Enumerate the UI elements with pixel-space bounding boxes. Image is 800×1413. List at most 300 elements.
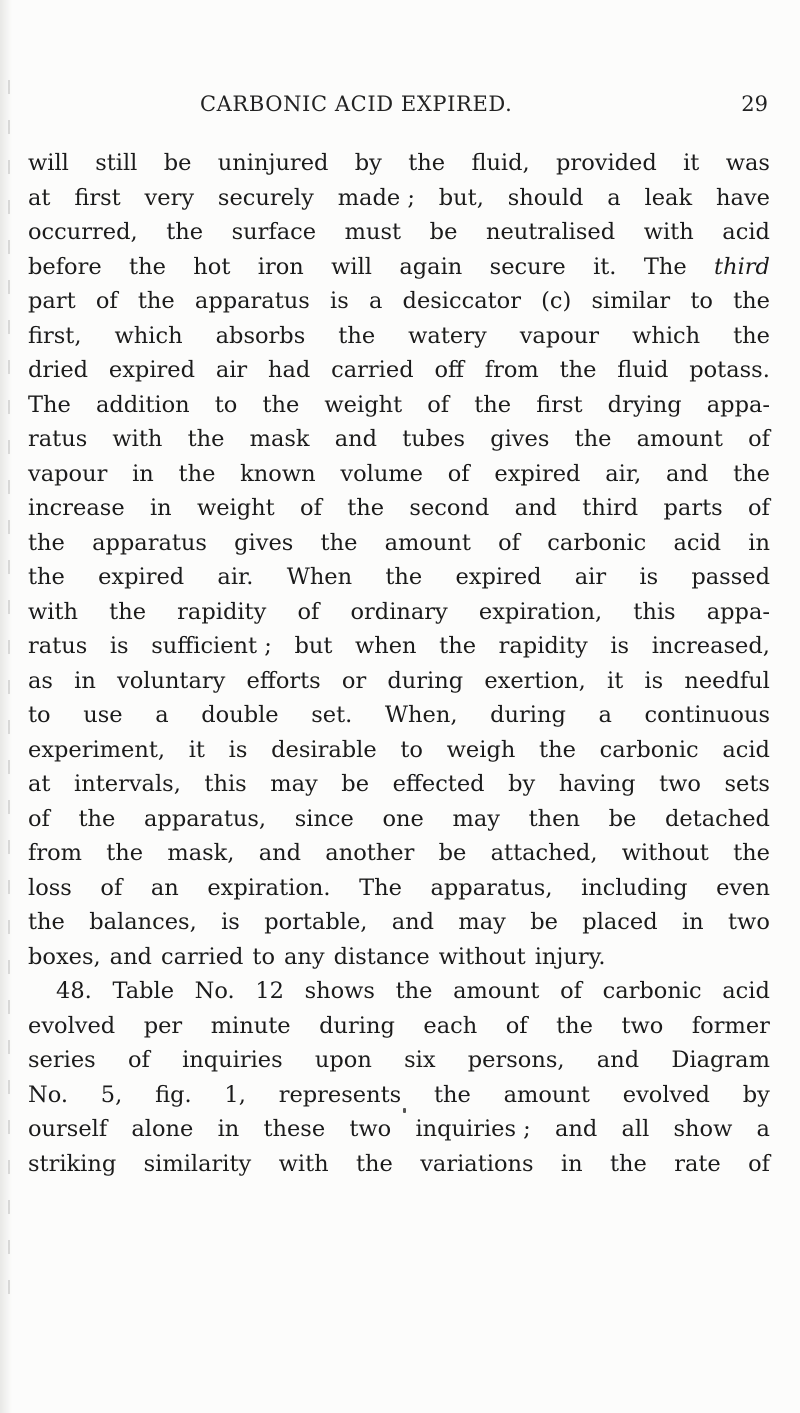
word: exertion, (484, 667, 586, 694)
word: of (297, 598, 320, 625)
word: and (258, 840, 302, 866)
word: six (404, 1047, 436, 1073)
word: off (434, 357, 464, 383)
word: it. (593, 253, 617, 280)
word: drying (607, 391, 682, 418)
text-line (28, 353, 770, 388)
word: of (505, 1012, 528, 1039)
text-line (28, 250, 770, 285)
word: appa- (706, 391, 770, 418)
body-text (28, 146, 770, 1181)
word: was (725, 150, 770, 176)
word: ratus (28, 426, 88, 452)
word: the (556, 1012, 593, 1039)
text-line (28, 1112, 770, 1147)
word: the (355, 1150, 393, 1177)
word: The (359, 874, 402, 901)
word: one (382, 805, 424, 832)
word: the (28, 564, 65, 590)
word: weight (324, 391, 403, 418)
word: to (252, 943, 276, 970)
word: carbonic (547, 529, 647, 556)
word: detached (664, 805, 770, 832)
word: the (166, 219, 204, 245)
word: acid (722, 736, 770, 763)
word: expired (98, 564, 185, 590)
word: to (400, 736, 423, 763)
word: of (427, 391, 450, 418)
word: dried (28, 357, 89, 383)
word: a (155, 702, 169, 728)
word: desirable (271, 736, 377, 763)
word: second (409, 495, 490, 521)
word: vapour (519, 322, 600, 349)
word: when (354, 633, 417, 659)
word: in (132, 460, 154, 487)
word: similar (591, 288, 671, 314)
word: When (286, 564, 353, 590)
word: sets (724, 771, 770, 797)
word: an (150, 874, 179, 901)
word: and (109, 943, 152, 970)
word: be (438, 840, 467, 866)
word: expired (494, 460, 581, 487)
word: potass. (689, 357, 770, 383)
word: the (109, 598, 147, 625)
word: needful (684, 667, 770, 694)
word: without (438, 943, 526, 970)
word: loss (28, 874, 72, 901)
word: fluid (617, 357, 669, 383)
word: very (144, 184, 195, 211)
word: carried (160, 943, 244, 970)
word: the (408, 150, 446, 176)
word: is (221, 909, 240, 935)
word: is (610, 633, 630, 659)
word: the (320, 529, 358, 556)
word: efforts (246, 667, 321, 694)
word: of (447, 460, 470, 487)
word: 12 (255, 978, 284, 1004)
word: be (530, 909, 558, 935)
word: the (395, 978, 433, 1004)
word: it (607, 667, 624, 694)
word: represents (278, 1081, 402, 1108)
word: mask, (167, 840, 235, 866)
word: which (114, 322, 183, 349)
text-line (28, 1009, 770, 1044)
word: of (100, 874, 123, 901)
word: increased, (651, 633, 770, 659)
word: as (28, 667, 53, 694)
word: any (284, 943, 325, 970)
word: the (28, 529, 65, 556)
text-line (28, 767, 770, 802)
word: the (439, 633, 477, 659)
word: The (28, 391, 71, 418)
running-title: CARBONIC ACID EXPIRED. (200, 92, 513, 116)
word: of (95, 288, 118, 314)
word: the (433, 1081, 471, 1108)
word: appa- (706, 598, 770, 625)
word: then (528, 805, 580, 832)
word: continuous (644, 702, 770, 728)
word: persons, (467, 1047, 565, 1073)
text-line (28, 284, 770, 319)
word: minute (210, 1012, 291, 1039)
word: and (554, 1116, 598, 1142)
word: which (632, 322, 701, 349)
word: a (598, 702, 612, 728)
word: mask (249, 426, 310, 452)
word: surface (231, 219, 317, 245)
word: apparatus (92, 529, 207, 556)
word: sufficient ; (151, 633, 272, 659)
word: the (733, 460, 770, 487)
word: addition (95, 391, 190, 418)
word: (c) (541, 288, 572, 314)
word: variations (420, 1150, 534, 1177)
word: watery (408, 322, 487, 349)
word: is (330, 288, 349, 314)
word: the (559, 357, 597, 383)
running-header (28, 92, 770, 122)
word: placed (582, 909, 658, 935)
word: effected (392, 771, 485, 797)
word: two (349, 1116, 392, 1142)
word: but (294, 633, 333, 659)
word: rate (674, 1150, 721, 1177)
word: apparatus, (144, 805, 267, 832)
word: air, (605, 460, 642, 487)
word: use (83, 702, 123, 728)
text-line (28, 595, 770, 630)
word: balances, (89, 909, 197, 935)
word: the (574, 426, 612, 452)
word: in (681, 909, 704, 935)
word: occurred, (28, 219, 138, 245)
word: inquiries ; (415, 1116, 531, 1142)
word: during (319, 1012, 395, 1039)
word: provided (556, 150, 657, 176)
word: of (498, 529, 521, 556)
text-line (28, 698, 770, 733)
word: 48. (56, 978, 92, 1004)
word: is (639, 564, 659, 590)
word: uninjured (217, 150, 329, 176)
word: be (429, 219, 458, 245)
word: Table (112, 978, 175, 1004)
word: parts (663, 495, 723, 521)
word: this (204, 771, 247, 797)
text-line (28, 181, 770, 216)
word: gives (490, 426, 550, 452)
word: the (733, 840, 770, 866)
word: the (106, 840, 144, 866)
word: securely (217, 184, 314, 211)
word: and (514, 495, 557, 521)
word: since (294, 805, 354, 832)
word: acid (722, 219, 770, 245)
word: with (643, 219, 694, 245)
word: is (228, 736, 248, 763)
word: with (112, 426, 163, 452)
word: all (621, 1116, 650, 1142)
word: from (484, 357, 539, 383)
word: weight (196, 495, 275, 521)
word: tubes (402, 426, 466, 452)
word: but, (438, 184, 484, 211)
word: series (28, 1047, 96, 1073)
word: rapidity (177, 598, 267, 625)
word: iron (257, 253, 304, 280)
word: and (596, 1047, 640, 1073)
word: known (240, 460, 316, 487)
word: each (423, 1012, 478, 1039)
word: and (666, 460, 709, 487)
word: 1, (224, 1081, 246, 1108)
word: first, (28, 322, 82, 349)
word: fig. (155, 1081, 192, 1108)
word: even (716, 874, 770, 901)
word: portable, (264, 909, 368, 935)
word: fluid, (471, 150, 530, 176)
word: gives (234, 529, 294, 556)
word: must (344, 219, 402, 245)
word: carried (331, 357, 414, 383)
word: amount (503, 1081, 590, 1108)
word: of (28, 805, 50, 832)
word: the (129, 253, 166, 280)
word: the (262, 391, 300, 418)
word: with (278, 1150, 329, 1177)
word: expired (455, 564, 542, 590)
word: had (268, 357, 311, 383)
word: still (95, 150, 138, 176)
word: apparatus (194, 288, 310, 314)
word: or (341, 667, 367, 694)
word: be (163, 150, 192, 176)
text-line (28, 215, 770, 250)
text-line (28, 422, 770, 457)
text-line (28, 526, 770, 561)
word: upon (314, 1047, 372, 1073)
text-line (28, 388, 770, 423)
word: will (28, 150, 69, 176)
word: apparatus, (430, 874, 553, 901)
word: during (490, 702, 566, 728)
text-line (28, 802, 770, 837)
word: amount (636, 426, 723, 452)
word: and (334, 426, 378, 452)
word: similarity (143, 1150, 252, 1177)
word: striking (28, 1150, 117, 1177)
word: the (338, 322, 376, 349)
word: in (560, 1150, 583, 1177)
word: alone (131, 1116, 194, 1142)
word: of (300, 495, 322, 521)
word: expired (108, 357, 195, 383)
text-line (28, 940, 770, 975)
word: When, (384, 702, 458, 728)
word: expiration. (207, 874, 331, 901)
word: air. (217, 564, 254, 590)
word: the (137, 288, 175, 314)
word: may (270, 771, 318, 797)
word: a (756, 1116, 770, 1142)
word: and (391, 909, 435, 935)
word: the (28, 909, 65, 935)
word: boxes, (28, 943, 101, 970)
word: of (748, 1150, 770, 1177)
page-binding-edge (0, 0, 12, 1413)
page-number: 29 (741, 92, 768, 116)
word: a (368, 288, 383, 314)
text-line (28, 664, 770, 699)
word: of (560, 978, 582, 1004)
word: carbonic (602, 978, 702, 1004)
word: inquiries (182, 1047, 283, 1073)
word: third (714, 253, 770, 280)
word: by (508, 771, 536, 797)
word: the (733, 288, 770, 314)
word: No. (28, 1081, 68, 1108)
word: air (215, 357, 248, 383)
word: first (74, 184, 121, 211)
word: amount (453, 978, 540, 1004)
word: two (659, 771, 701, 797)
word: air (574, 564, 607, 590)
word: double (201, 702, 279, 728)
word: without (621, 840, 709, 866)
word: in (748, 529, 770, 556)
word: rapidity (498, 633, 588, 659)
text-line (28, 905, 770, 940)
word: this (633, 598, 676, 625)
word: another (325, 840, 415, 866)
word: neutralised (485, 219, 616, 245)
word: acid (722, 978, 770, 1004)
word: of (127, 1047, 150, 1073)
word: acid (673, 529, 722, 556)
word: passed (691, 564, 770, 590)
word: voluntary (117, 667, 226, 694)
word: again (399, 253, 463, 280)
word: Diagram (671, 1047, 770, 1073)
word: may (458, 909, 506, 935)
text-line (28, 974, 770, 1009)
word: including (581, 874, 688, 901)
word: show (673, 1116, 733, 1142)
word: two (728, 909, 770, 935)
word: increase (28, 495, 125, 521)
word: ordinary (350, 598, 448, 625)
word: part (28, 288, 76, 314)
word: No. (194, 978, 235, 1004)
word: carbonic (599, 736, 699, 763)
word: third (582, 495, 639, 521)
text-line (28, 1043, 770, 1078)
text-line (28, 457, 770, 492)
word: ourself (28, 1116, 108, 1142)
word: of (748, 495, 770, 521)
word: in (217, 1116, 240, 1142)
word: a (607, 184, 621, 211)
text-line (28, 1078, 770, 1113)
word: leak (644, 184, 693, 211)
word: weigh (446, 736, 516, 763)
word: set. (311, 702, 353, 728)
word: evolved (28, 1012, 116, 1039)
word: secure (489, 253, 566, 280)
word: the (474, 391, 512, 418)
text-line (28, 733, 770, 768)
word: the (733, 322, 770, 349)
word: the (187, 426, 225, 452)
word: at (28, 771, 51, 797)
word: have (715, 184, 770, 211)
word: it (188, 736, 205, 763)
word: attached, (490, 840, 598, 866)
word: may (452, 805, 500, 832)
word: the (385, 564, 423, 590)
word: intervals, (74, 771, 181, 797)
word: desiccator (402, 288, 521, 314)
word: The (643, 253, 687, 280)
word: from (28, 840, 82, 866)
word: to (214, 391, 238, 418)
word: first (536, 391, 583, 418)
word: 5, (100, 1081, 123, 1108)
text-line (28, 560, 770, 595)
word: evolved (622, 1081, 710, 1108)
word: with (28, 598, 78, 625)
text-line (28, 871, 770, 906)
word: the (178, 460, 216, 487)
word: at (28, 184, 51, 211)
word: the (78, 805, 116, 832)
word: by (354, 150, 382, 176)
word: be (608, 805, 637, 832)
word: in (74, 667, 96, 694)
text-line (28, 836, 770, 871)
word: absorbs (215, 322, 306, 349)
word: hot (193, 253, 231, 280)
word: two (621, 1012, 664, 1039)
word: vapour (28, 460, 108, 487)
word: amount (384, 529, 471, 556)
word: during (387, 667, 464, 694)
word: made ; (337, 184, 415, 211)
word: of (748, 426, 770, 452)
text-line (28, 629, 770, 664)
word: is (109, 633, 129, 659)
word: the (609, 1150, 647, 1177)
text-line (28, 1147, 770, 1182)
word: former (691, 1012, 770, 1039)
word: distance (333, 943, 430, 970)
word: experiment, (28, 736, 166, 763)
text-line (28, 146, 770, 181)
word: having (558, 771, 636, 797)
word: should (507, 184, 584, 211)
word: be (341, 771, 370, 797)
word: the (539, 736, 576, 763)
word: by (742, 1081, 770, 1108)
word: in (149, 495, 172, 521)
word: per (143, 1012, 183, 1039)
text-line (28, 319, 770, 354)
